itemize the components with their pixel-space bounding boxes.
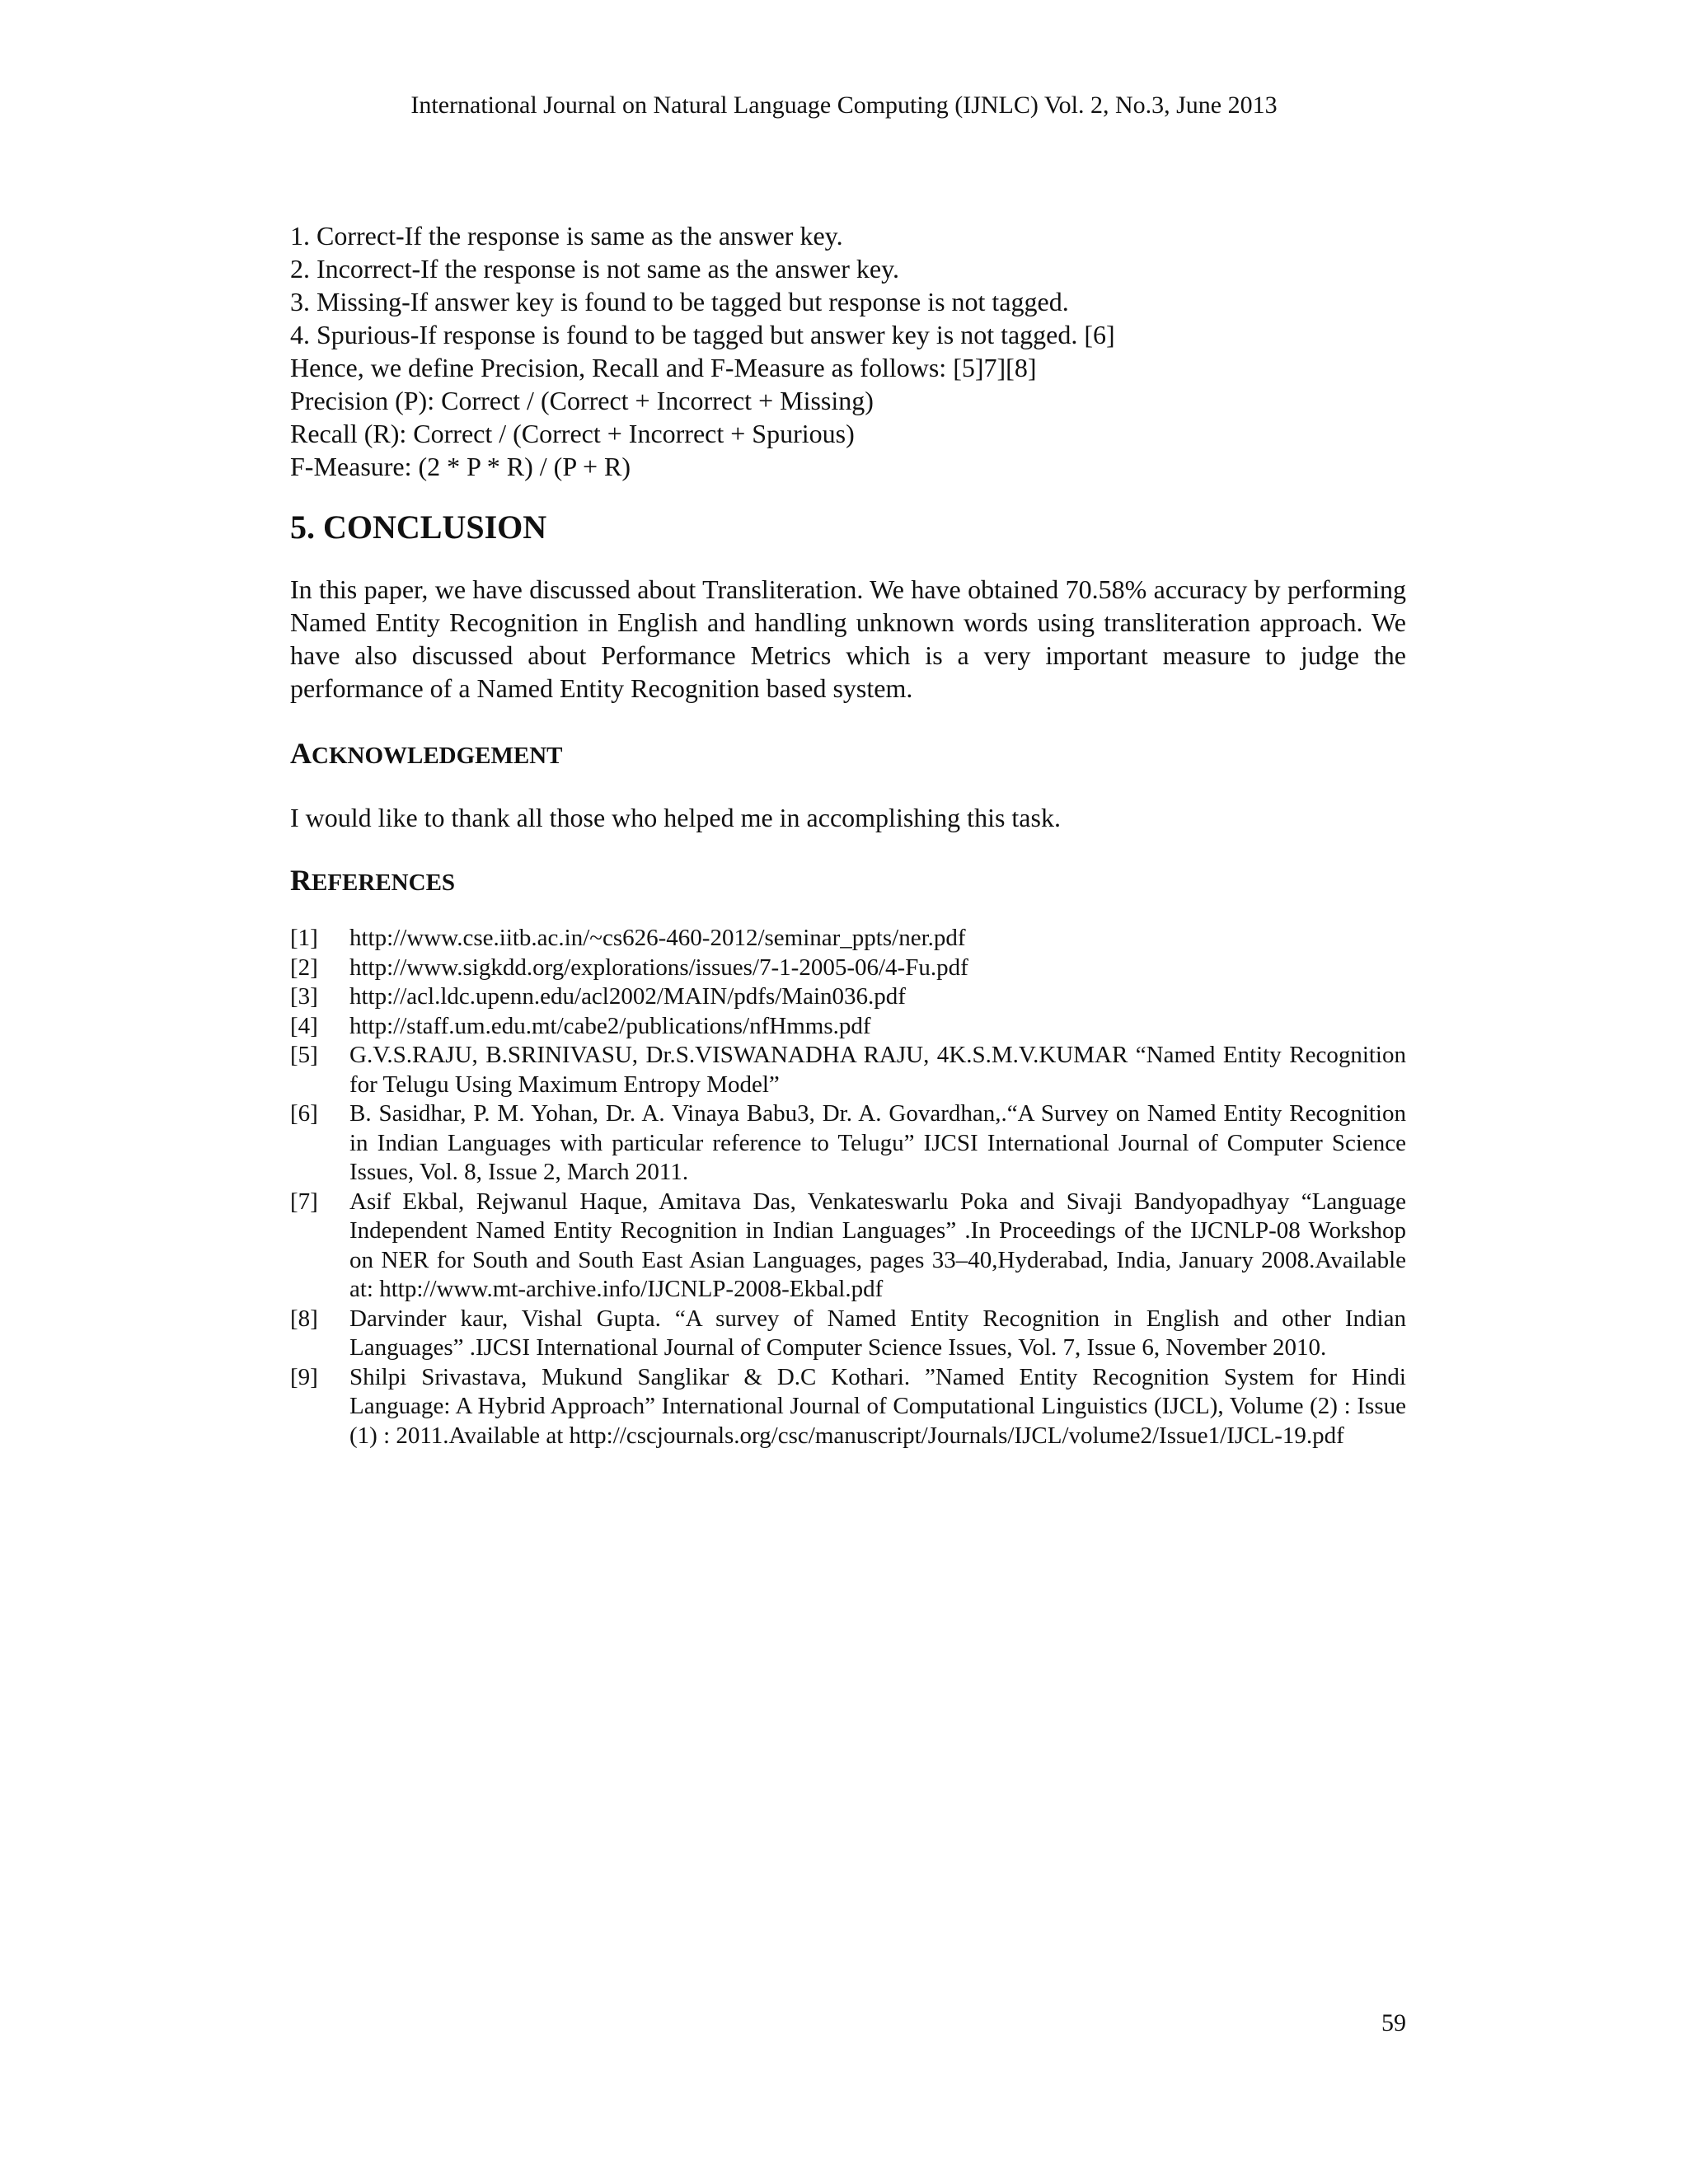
reference-list xyxy=(290,924,1406,1451)
metric-definitions xyxy=(290,219,1406,483)
references-heading-rest: EFERENCES xyxy=(312,869,456,896)
reference-item xyxy=(290,1305,1406,1363)
reference-item xyxy=(290,954,1406,983)
definition-line: 4. Spurious-If response is found to be tagged but answer key is not tagged. [6] xyxy=(290,320,1115,349)
reference-number: [9] xyxy=(290,1363,318,1390)
reference-link[interactable]: http://staff.um.edu.mt/cabe2/publications/nfHmms.pdf xyxy=(349,1012,871,1039)
reference-number: [5] xyxy=(290,1042,318,1068)
reference-item xyxy=(290,1363,1406,1451)
reference-link[interactable]: http://acl.ldc.upenn.edu/acl2002/MAIN/pdfs/Main036.pdf xyxy=(349,983,906,1010)
formula-recall: Recall (R): Correct / (Correct + Incorrect + Spurious) xyxy=(290,419,855,448)
conclusion-paragraph: In this paper, we have discussed about Transliteration. We have obtained 70.58% accuracy by performing Named Entity Recognition in English and handling unknown words using transliteration approach. We have also discussed about Performance Metrics which is a very important measure to judge the performance of a Named Entity Recognition based system. xyxy=(290,574,1406,703)
acknowledgement-paragraph: I would like to thank all those who helped me in accomplishing this task. xyxy=(290,803,1061,832)
definition-line: 2. Incorrect-If the response is not same as the answer key. xyxy=(290,254,899,284)
definition-line: Hence, we define Precision, Recall and F-Measure as follows: [5]7][8] xyxy=(290,353,1037,382)
reference-link[interactable]: http://www.cse.iitb.ac.in/~cs626-460-2012/seminar_ppts/ner.pdf xyxy=(349,925,966,951)
page-content xyxy=(290,219,1406,1451)
reference-text: Darvinder kaur, Vishal Gupta. “A survey of Named Entity Recognition in English and other Indian Languages” .IJCSI International Journal of Computer Science Issues, Vol. 7, Issue 6, November 2010. xyxy=(349,1305,1406,1361)
reference-link[interactable]: http://www.sigkdd.org/explorations/issues/7-1-2005-06/4-Fu.pdf xyxy=(349,954,968,981)
formula-precision: Precision (P): Correct / (Correct + Incorrect + Missing) xyxy=(290,386,874,415)
reference-number: [8] xyxy=(290,1305,318,1332)
acknowledgement-heading xyxy=(290,735,1406,774)
reference-number: [3] xyxy=(290,983,318,1010)
running-header: International Journal on Natural Language Computing (IJNLC) Vol. 2, No.3, June 2013 xyxy=(410,91,1278,119)
reference-item xyxy=(290,1012,1406,1042)
reference-text: Shilpi Srivastava, Mukund Sanglikar & D.C Kothari. ”Named Entity Recognition System for Hindi Language: A Hybrid Approach” International Journal of Computational Linguistics (IJCL), Volume (2) : Issue (1) : 2011.Available at http://cscjournals.org/csc/manuscript/Journals/IJCL/volume2/Issue1/IJCL-19.pdf xyxy=(349,1363,1406,1449)
reference-item xyxy=(290,1188,1406,1305)
formula-f-measure: F-Measure: (2 * P * R) / (P + R) xyxy=(290,452,631,481)
definition-line: 3. Missing-If answer key is found to be tagged but response is not tagged. xyxy=(290,287,1069,316)
acknowledgement-heading-initial: A xyxy=(290,737,312,770)
reference-text: B. Sasidhar, P. M. Yohan, Dr. A. Vinaya Babu3, Dr. A. Govardhan,.“A Survey on Named Entity Recognition in Indian Languages with particular reference to Telugu” IJCSI International Journal of Computer Science Issues, Vol. 8, Issue 2, March 2011. xyxy=(349,1100,1406,1185)
reference-item xyxy=(290,1041,1406,1099)
reference-item xyxy=(290,982,1406,1012)
reference-number: [4] xyxy=(290,1012,318,1039)
reference-item xyxy=(290,1099,1406,1188)
page-number: 59 xyxy=(1381,2009,1406,2036)
reference-text: Asif Ekbal, Rejwanul Haque, Amitava Das, Venkateswarlu Poka and Sivaji Bandyopadhyay “Language Independent Named Entity Recognition in Indian Languages” .In Proceedings of the IJCNLP-08 Workshop on NER for South and South East Asian Languages, pages 33–40,Hyderabad, India, January 2008.Available at: http://www.mt-archive.info/IJCNLP-2008-Ekbal.pdf xyxy=(349,1188,1406,1302)
reference-number: [6] xyxy=(290,1100,318,1127)
reference-number: [1] xyxy=(290,925,318,951)
conclusion-heading: 5. CONCLUSION xyxy=(290,509,547,546)
reference-number: [7] xyxy=(290,1188,318,1215)
definition-line: 1. Correct-If the response is same as the answer key. xyxy=(290,221,843,251)
reference-item xyxy=(290,924,1406,954)
reference-text: G.V.S.RAJU, B.SRINIVASU, Dr.S.VISWANADHA RAJU, 4K.S.M.V.KUMAR “Named Entity Recognition for Telugu Using Maximum Entropy Model” xyxy=(349,1042,1406,1098)
acknowledgement-heading-rest: CKNOWLEDGEMENT xyxy=(312,743,563,769)
references-heading-initial: R xyxy=(290,864,312,897)
references-heading xyxy=(290,862,1406,901)
reference-number: [2] xyxy=(290,954,318,981)
